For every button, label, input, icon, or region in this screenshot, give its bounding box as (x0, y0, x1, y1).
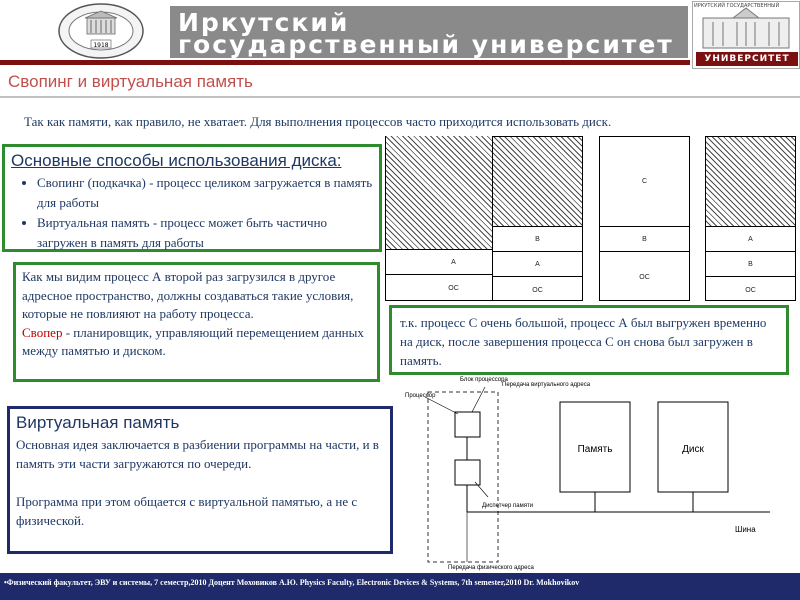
memory-segment: А (493, 251, 582, 277)
methods-heading: Основные способы использования диска: (11, 151, 342, 170)
memory-segment: В (706, 251, 795, 277)
processor-label: Процессор (405, 393, 436, 399)
swapper-definition: - планировщик, управляющий перемещением данных между памятью и диском. (22, 324, 364, 358)
process-a-text: Как мы видим процесс А второй раз загрузился в другое адресное пространство, должны создаваться такие условия, которые не повлияют на работу процесса. (22, 269, 354, 321)
process-a-note-box (13, 262, 380, 382)
memory-segment: ОС (706, 276, 795, 303)
memory-column (492, 136, 583, 301)
memory-segment: В (493, 226, 582, 252)
list-item: • Свопинг (подкачка) - процесс целиком загружается в память для работы (37, 173, 373, 213)
memory-segment: ОС (600, 251, 689, 303)
university-name-line2: государственный университет (178, 30, 674, 59)
virtual-memory-paragraph: Основная идея заключается в разбиении программы на части, и в память эти части загружаются по очереди. (16, 437, 379, 471)
memory-label: Память (577, 444, 613, 455)
memory-segment: ОС (493, 276, 582, 303)
memory-column (705, 136, 796, 301)
swapper-term: Свопер (22, 324, 63, 340)
disk-label: Диск (682, 444, 704, 455)
dispatcher-unit (455, 460, 480, 485)
methods-list (11, 173, 373, 253)
intro-text: Так как памяти, как правило, не хватает. Для выполнения процессов часто приходится использовать диск. (24, 114, 612, 129)
block-label: Блок процессора (460, 377, 508, 383)
virtual-memory-diagram (400, 372, 800, 572)
virtual-address-label: Передача виртуального адреса (502, 382, 591, 388)
virtual-memory-heading: Виртуальная память (16, 413, 180, 432)
university-name-line1: Иркутский (178, 8, 350, 37)
bus-label: Шина (735, 525, 756, 534)
disk-usage-methods-box (2, 144, 382, 252)
list-item: • Виртуальная память - процесс может быть частично загружен в память для работы (37, 213, 373, 253)
building-icon (693, 2, 799, 52)
processor-unit (455, 412, 480, 437)
title-divider (0, 96, 800, 98)
logo-word: УНИВЕРСИТЕТ (696, 52, 798, 66)
process-c-text: т.к. процесс С очень большой, процесс А был выгружен временно на диск, после завершения процесса С он снова был загружен в память. (400, 315, 767, 368)
memory-segment: В (600, 226, 689, 252)
dispatcher-label: Диспетчер памяти (482, 503, 534, 509)
memory-segment: С (641, 178, 648, 185)
footer-text: •Физический факультет, ЭВУ и системы, 7 семестр,2010 Доцент Моховиков А.Ю. Physics Faculty, Electronic Devices & Systems, 7th semester,2010 Dr. Mokhovikov (4, 578, 580, 587)
memory-segment: А (386, 249, 521, 275)
header-divider (0, 60, 690, 65)
process-c-note-box (389, 305, 789, 375)
university-seal-icon (57, 2, 145, 60)
virtual-memory-box (7, 406, 393, 554)
slide-title: Свопинг и виртуальная память (8, 72, 253, 91)
physical-address-label: Передача физического адреса (448, 565, 534, 571)
memory-column (599, 136, 690, 301)
memory-segment: ОС (386, 274, 521, 302)
virtual-memory-paragraph: Программа при этом общается с виртуальной памятью, а не с физической. (16, 494, 358, 528)
seal-year: 1918 (93, 42, 109, 49)
memory-segment: А (706, 226, 795, 252)
logo-caption: ИРКУТСКИЙ ГОСУДАРСТВЕННЫЙ (694, 3, 780, 9)
